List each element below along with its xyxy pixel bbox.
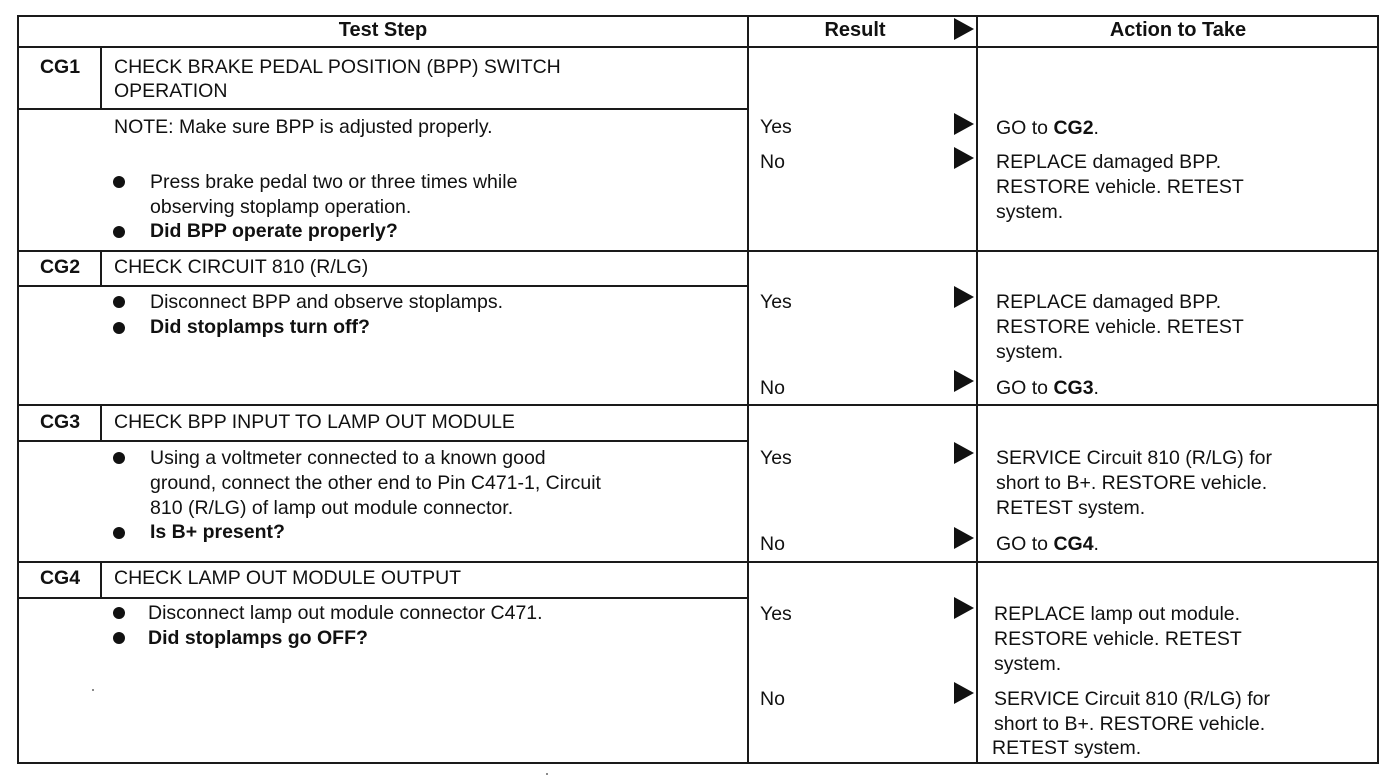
action-column-divider xyxy=(976,15,978,764)
cg3-bullet1-icon xyxy=(113,452,125,464)
cg3-no-action-suffix: . xyxy=(1093,533,1099,555)
cg3-step-id: CG3 xyxy=(39,411,81,433)
cg1-result-yes: Yes xyxy=(760,116,792,138)
cg4-bullet2: Did stoplamps go OFF? xyxy=(148,627,368,649)
cg1-yes-action-ref: CG2 xyxy=(1053,117,1094,139)
cg1-bullet1-line1: Press brake pedal two or three times while xyxy=(150,171,518,193)
cg3-bullet1-line3: 810 (R/LG) of lamp out module connector. xyxy=(150,497,514,519)
cg3-yes-action-line1: SERVICE Circuit 810 (R/LG) for xyxy=(996,447,1272,469)
cg1-title-line2: OPERATION xyxy=(114,80,228,102)
cg1-no-action-line2: RESTORE vehicle. RETEST xyxy=(996,176,1244,198)
cg1-no-action-line3: system. xyxy=(996,201,1064,223)
scan-speck xyxy=(546,773,548,775)
cg2-title-underline xyxy=(17,285,749,287)
table-left-border xyxy=(17,15,19,764)
cg2-result-no: No xyxy=(760,377,785,399)
cg2-no-action-prefix: GO to xyxy=(996,377,1054,399)
cg3-bullet2-icon xyxy=(113,527,125,539)
cg3-no-action-prefix: GO to xyxy=(996,533,1054,555)
cg1-yes-arrow-icon xyxy=(954,113,974,135)
cg2-step-id: CG2 xyxy=(39,256,81,278)
cg4-yes-action-line2: RESTORE vehicle. RETEST xyxy=(994,628,1242,650)
cg1-bullet1-line2: observing stoplamp operation. xyxy=(150,196,412,218)
cg3-bullet1-line1: Using a voltmeter connected to a known good xyxy=(150,447,546,469)
cg1-bullet2: Did BPP operate properly? xyxy=(150,220,398,242)
cg1-id-divider xyxy=(100,46,102,109)
cg1-yes-action-suffix: . xyxy=(1093,117,1099,139)
cg4-yes-action-line1: REPLACE lamp out module. xyxy=(994,603,1241,625)
cg3-yes-arrow-icon xyxy=(954,442,974,464)
cg3-no-action xyxy=(996,532,1099,557)
cg3-cg4-separator xyxy=(17,561,1379,563)
table-bottom-border xyxy=(17,762,1379,764)
cg2-bullet1-icon xyxy=(113,296,125,308)
cg4-bullet1-icon xyxy=(113,607,125,619)
cg2-yes-action-line1: REPLACE damaged BPP. xyxy=(996,291,1222,313)
cg4-yes-action-line3: system. xyxy=(994,653,1062,675)
cg1-cg2-separator xyxy=(17,250,1379,252)
cg3-id-divider xyxy=(100,405,102,441)
cg4-yes-arrow-icon xyxy=(954,597,974,619)
cg1-bullet1-icon xyxy=(113,176,125,188)
cg2-no-action-suffix: . xyxy=(1093,377,1099,399)
cg4-bullet1: Disconnect lamp out module connector C471. xyxy=(148,602,543,624)
cg1-step-id: CG1 xyxy=(39,56,81,78)
cg1-yes-action-prefix: GO to xyxy=(996,117,1054,139)
header-result: Result xyxy=(824,19,886,41)
cg2-result-yes: Yes xyxy=(760,291,792,313)
cg3-yes-action-line3: RETEST system. xyxy=(996,497,1146,519)
table-right-border xyxy=(1377,15,1379,764)
cg1-no-arrow-icon xyxy=(954,147,974,169)
cg4-result-yes: Yes xyxy=(760,603,792,625)
cg3-no-arrow-icon xyxy=(954,527,974,549)
cg4-id-divider xyxy=(100,562,102,598)
header-test-step: Test Step xyxy=(338,19,428,41)
cg2-cg3-separator xyxy=(17,404,1379,406)
cg4-title-underline xyxy=(17,597,749,599)
cg2-yes-action-line3: system. xyxy=(996,341,1064,363)
cg3-bullet1-line2: ground, connect the other end to Pin C471-1, Circuit xyxy=(150,472,601,494)
cg2-yes-arrow-icon xyxy=(954,286,974,308)
cg2-bullet1: Disconnect BPP and observe stoplamps. xyxy=(150,291,503,313)
cg2-no-arrow-icon xyxy=(954,370,974,392)
cg1-yes-action xyxy=(996,116,1099,141)
header-arrow-icon xyxy=(954,18,974,40)
cg3-title-underline xyxy=(17,440,749,442)
cg2-yes-action-line2: RESTORE vehicle. RETEST xyxy=(996,316,1244,338)
cg3-no-action-ref: CG4 xyxy=(1053,533,1094,555)
cg4-no-action-line3: RETEST system. xyxy=(992,737,1142,759)
cg3-yes-action-line2: short to B+. RESTORE vehicle. xyxy=(996,472,1268,494)
header-action: Action to Take xyxy=(1109,19,1247,41)
cg2-bullet2-icon xyxy=(113,322,125,334)
result-column-divider xyxy=(747,15,749,764)
scan-speck xyxy=(92,689,94,691)
cg1-title-underline xyxy=(17,108,749,110)
cg2-title: CHECK CIRCUIT 810 (R/LG) xyxy=(114,256,369,278)
cg2-bullet2: Did stoplamps turn off? xyxy=(150,316,370,338)
cg4-bullet2-icon xyxy=(113,632,125,644)
cg2-no-action-ref: CG3 xyxy=(1053,377,1094,399)
cg4-result-no: No xyxy=(760,688,785,710)
cg3-bullet2: Is B+ present? xyxy=(150,521,285,543)
cg1-note: NOTE: Make sure BPP is adjusted properly. xyxy=(114,116,493,138)
cg1-title-line1: CHECK BRAKE PEDAL POSITION (BPP) SWITCH xyxy=(114,56,561,78)
cg1-result-no: No xyxy=(760,151,785,173)
cg4-title: CHECK LAMP OUT MODULE OUTPUT xyxy=(114,567,462,589)
cg2-no-action xyxy=(996,376,1099,401)
cg3-title: CHECK BPP INPUT TO LAMP OUT MODULE xyxy=(114,411,515,433)
cg1-no-action-line1: REPLACE damaged BPP. xyxy=(996,151,1222,173)
cg3-result-no: No xyxy=(760,533,785,555)
cg3-result-yes: Yes xyxy=(760,447,792,469)
cg2-id-divider xyxy=(100,250,102,286)
cg1-bullet2-icon xyxy=(113,226,125,238)
cg4-step-id: CG4 xyxy=(39,567,81,589)
header-bottom-border xyxy=(17,46,1379,48)
cg4-no-action-line2: short to B+. RESTORE vehicle. xyxy=(994,713,1266,735)
cg4-no-action-line1: SERVICE Circuit 810 (R/LG) for xyxy=(994,688,1270,710)
cg4-no-arrow-icon xyxy=(954,682,974,704)
